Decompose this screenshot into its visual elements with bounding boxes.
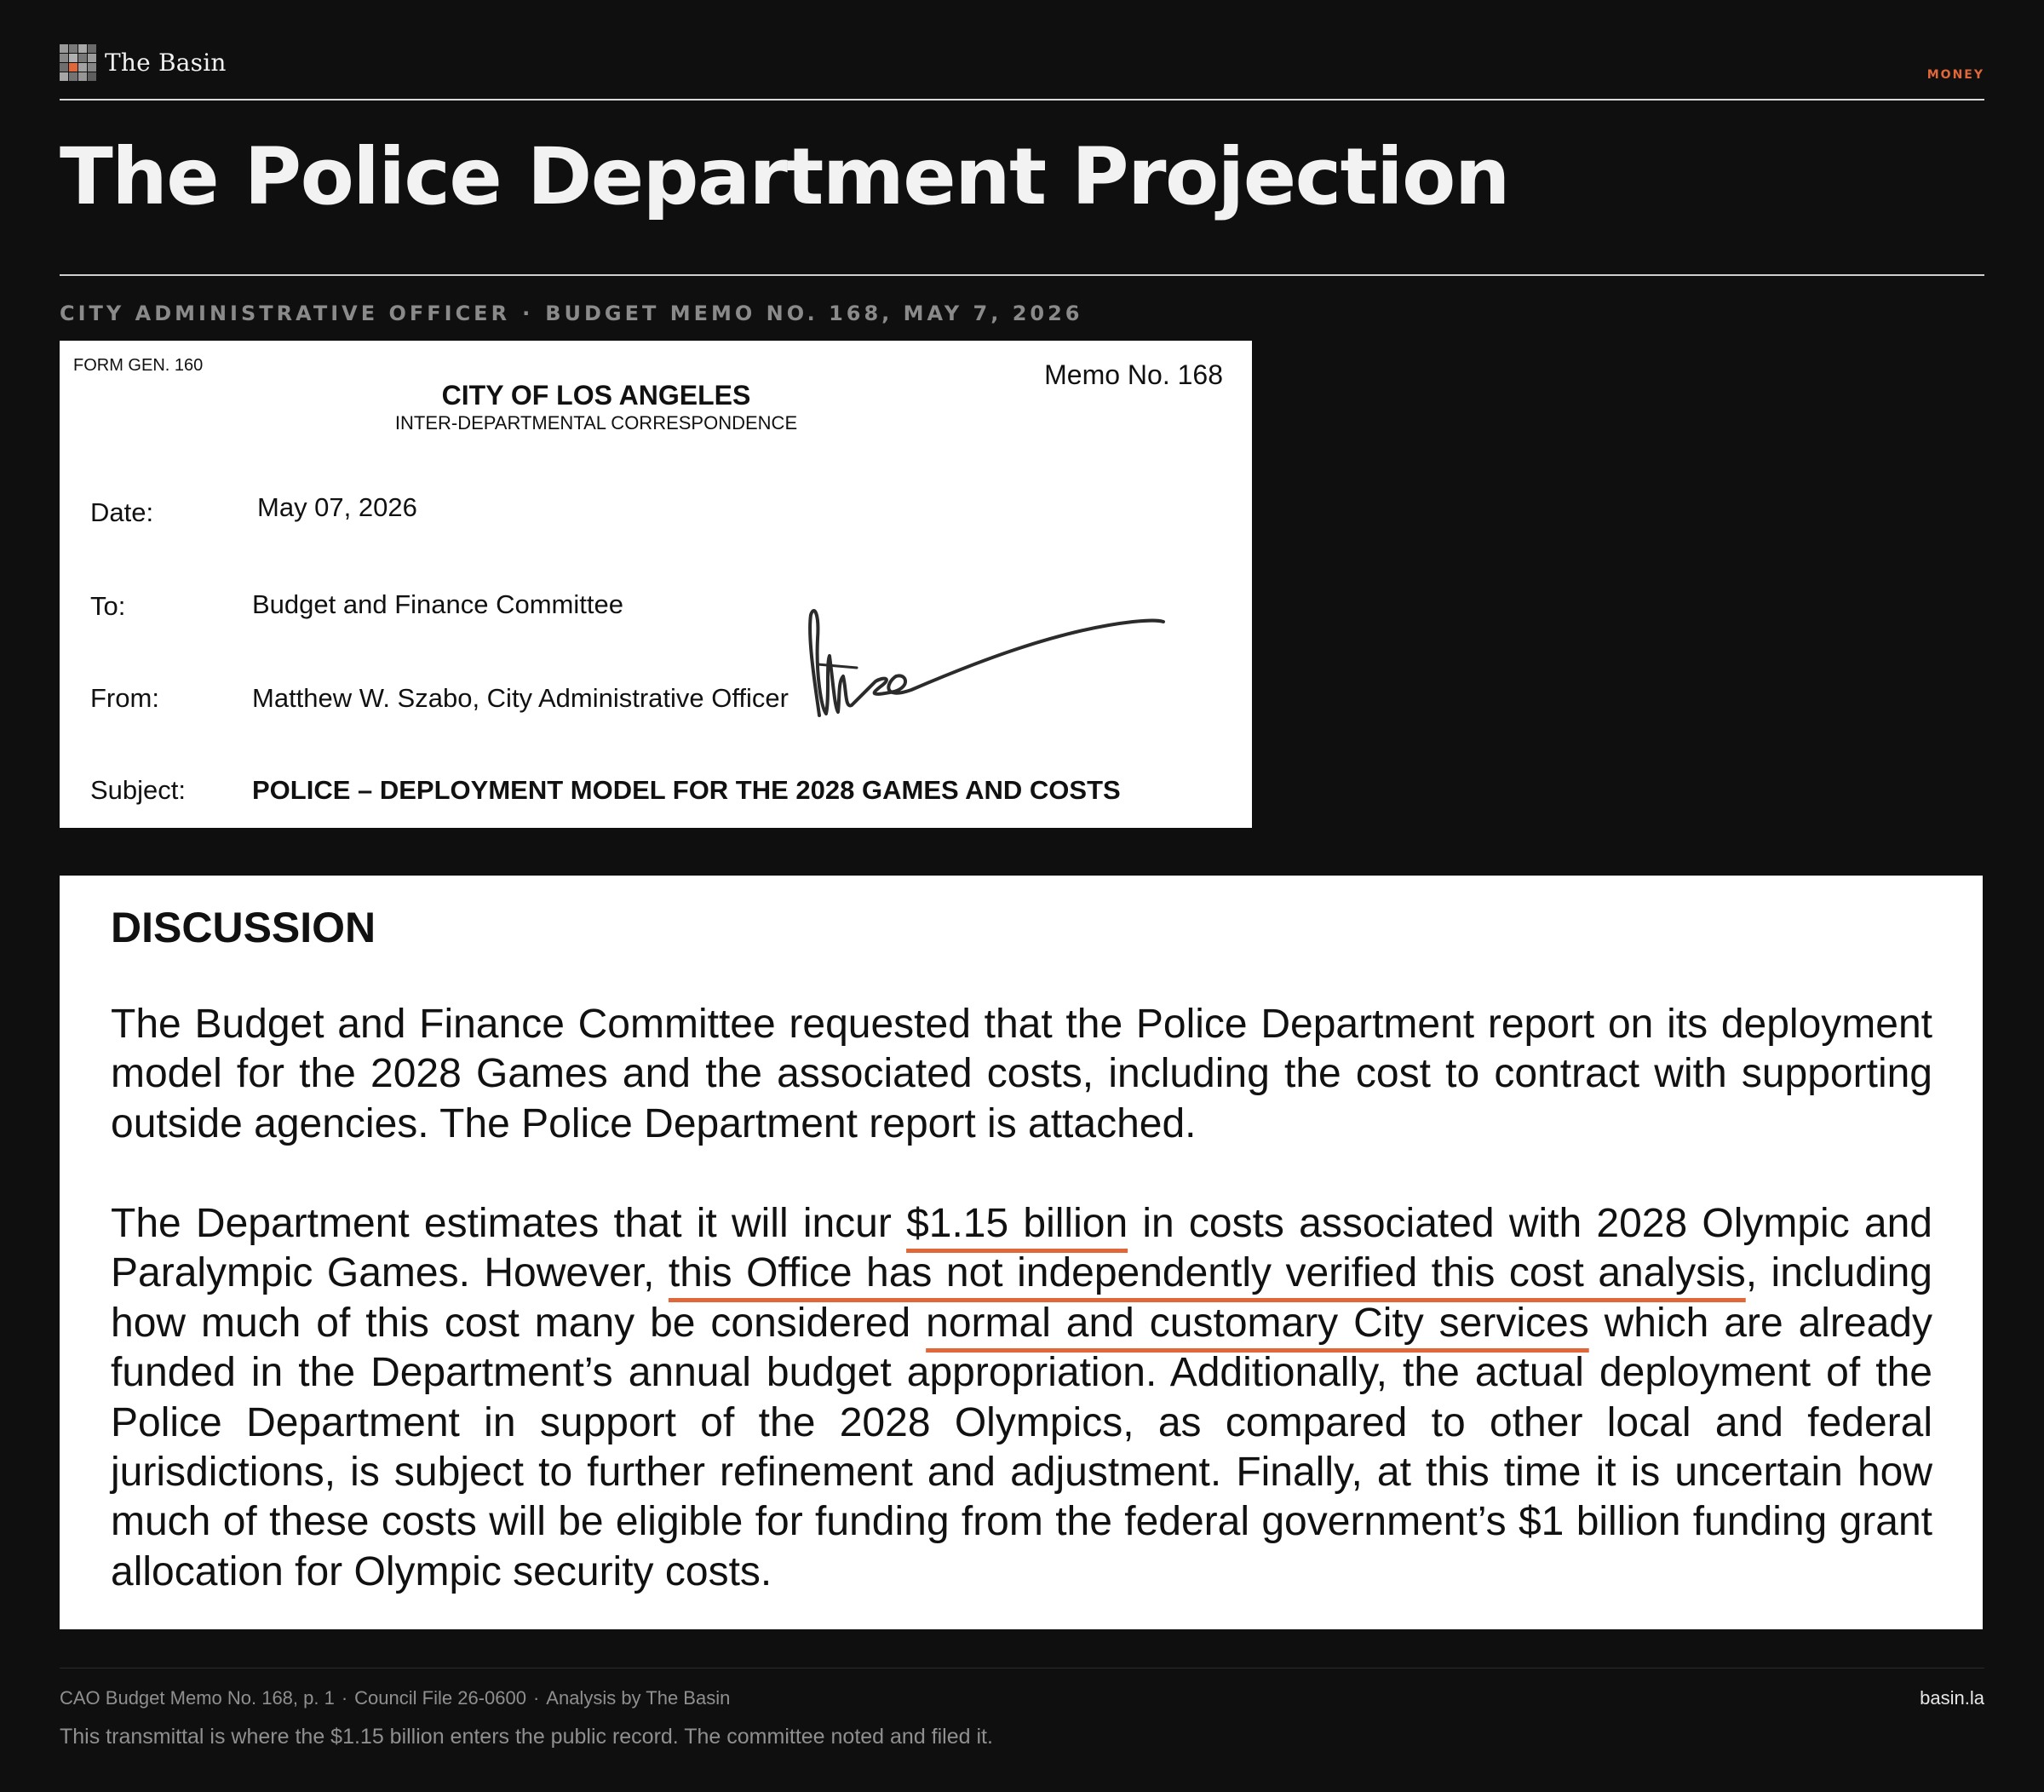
memo-number: Memo No. 168 [1044,359,1223,390]
footer-source: CAO Budget Memo No. 168, p. 1 [60,1687,335,1709]
paragraph-2-text-c: , including how much of this cost many be considered [111,1250,1933,1346]
memo-to-value: Budget and Finance Committee [252,589,623,619]
highlight-customary-services: normal and customary City services [926,1300,1589,1346]
kicker [60,302,1083,325]
footer-divider [60,1668,1984,1669]
kicker-source: CITY ADMINISTRATIVE OFFICER [60,302,511,325]
memo-from-value: Matthew W. Szabo, City Administrative Officer [252,683,789,713]
discussion-paragraph-1: The Budget and Finance Committee requested that the Police Department report on its deployment model for the 2028 Games and the associated costs, including the cost to contract with supporting outside agencies. The Police Department report is attached. [111,1002,1932,1146]
memo-city: CITY OF LOS ANGELES [441,380,751,411]
footer-separator: · [532,1687,540,1709]
kicker-separator: · [522,302,534,325]
memo-date-label: Date: [90,497,154,527]
memo-correspondence: INTER-DEPARTMENTAL CORRESPONDENCE [394,412,798,434]
brand[interactable] [60,44,227,81]
highlight-cost-figure: $1.15 billion [906,1201,1128,1246]
section-tag[interactable]: MONEY [1926,68,1984,82]
footer-separator: · [341,1687,348,1709]
title-divider [60,274,1984,276]
basin-logo-icon [60,44,96,81]
brand-name: The Basin [105,49,227,77]
memo-date-value: May 07, 2026 [257,492,417,522]
discussion-paragraph-2 [111,1199,1932,1597]
footer-note: This transmittal is where the $1.15 billion enters the public record. The committee noted and filed it. [60,1725,993,1749]
memo-subject-value: POLICE – DEPLOYMENT MODEL FOR THE 2028 GAMES AND COSTS [252,775,1121,805]
memo-header-image [60,341,1252,828]
signature [801,605,1175,724]
header-divider [60,99,1984,101]
memo-from-label: From: [90,683,159,713]
paragraph-2-text-a: The Department estimates that it will incur [111,1201,907,1246]
footer-credits [60,1687,730,1709]
paragraph-2-text-d: which are already funded in the Department’s annual budget appropriation. Additionally, the actual deployment of the Police Department in support of the 2028 Olympics, as compared to other local and federal jurisdictions, is subject to further refinement and adjustment. Finally, at this time it is uncertain how much of these costs will be eligible for funding from the federal government’s $1 billion funding grant allocation for Olympic security costs. [111,1300,1933,1594]
highlight-not-verified: this Office has not independently verified this cost analysis [668,1250,1746,1296]
discussion-heading: DISCUSSION [111,904,376,951]
form-number: FORM GEN. 160 [73,356,204,375]
page-title: The Police Department Projection [60,131,1509,222]
memo-to-label: To: [90,591,126,621]
kicker-memo: BUDGET MEMO NO. 168, MAY 7, 2026 [545,302,1083,325]
memo-subject-label: Subject: [90,775,187,805]
footer-analysis: Analysis by The Basin [546,1687,731,1709]
discussion-excerpt-image [60,876,1983,1629]
footer-council-file: Council File 26-0600 [354,1687,526,1709]
footer-site-link[interactable]: basin.la [1920,1687,1984,1709]
paragraph-2-text-b: in costs associated with 2028 Olympic and Paralympic Games. However, [111,1201,1932,1296]
